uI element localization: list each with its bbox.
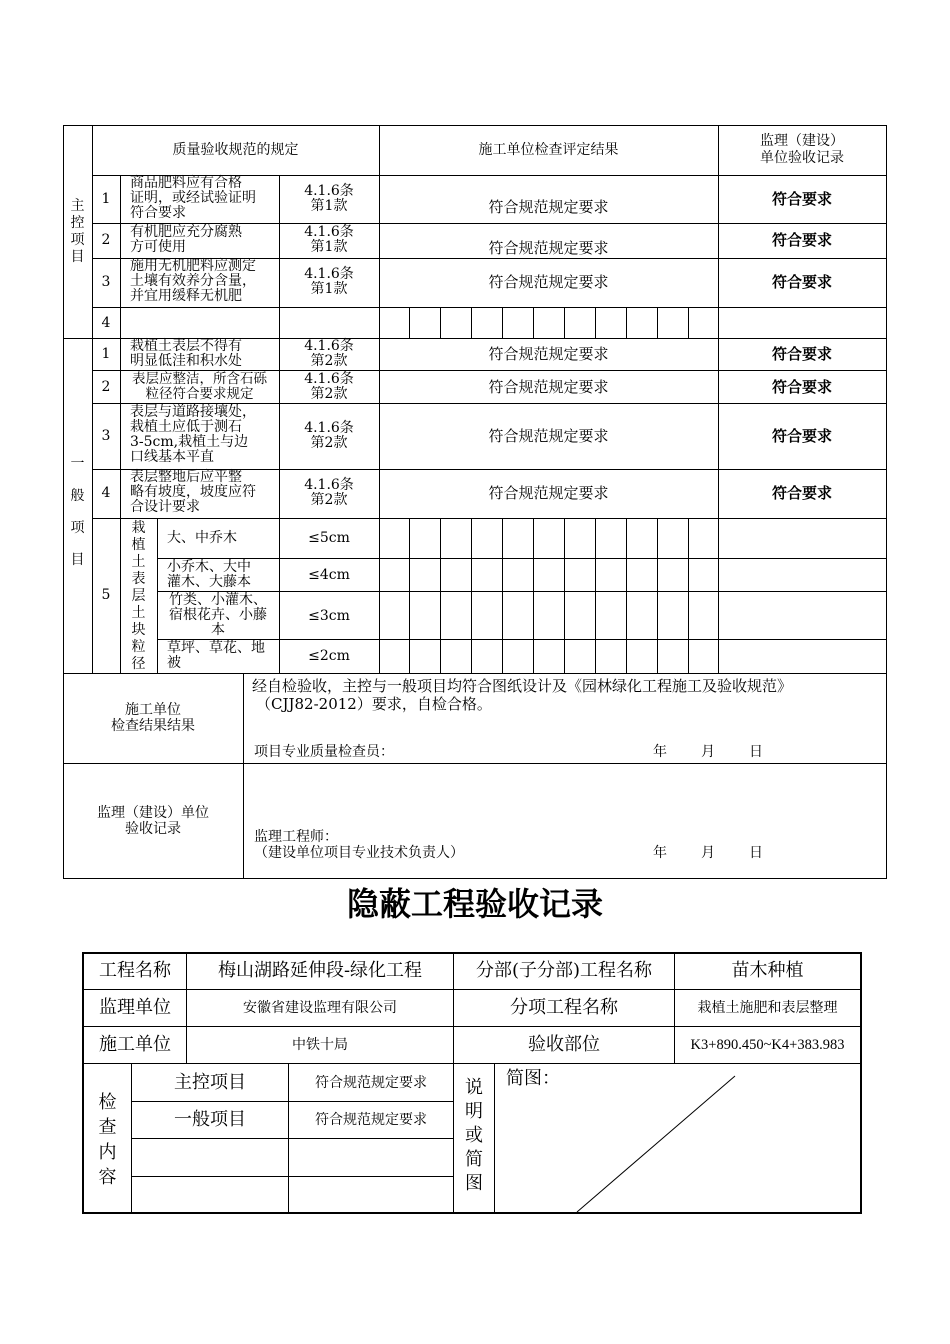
date-month: 月 <box>701 845 715 861</box>
item-no: 2 <box>101 232 111 248</box>
header-contractor-result: 施工单位检查评定结果 <box>478 142 619 158</box>
header-supervisor-line2: 单位验收记录 <box>760 150 844 166</box>
item-supervisor: 符合要求 <box>771 427 832 445</box>
supervisor-unit-value: 安徽省建设监理有限公司 <box>243 1000 397 1016</box>
item5-plant: 草坪、草花、地 被 <box>167 640 265 671</box>
contractor-inspector: 项目专业质量检查员： <box>254 744 394 760</box>
item5-char: 植 <box>131 537 146 553</box>
supervisor-unit-label: 监理单位 <box>99 997 171 1018</box>
date-year: 年 <box>653 845 667 861</box>
item-clause: 4.1.6条 第1款 <box>304 224 354 255</box>
note-char: 或 <box>465 1125 483 1146</box>
item-clause: 4.1.6条 第1款 <box>304 266 354 297</box>
division-value: 苗木种植 <box>731 960 804 981</box>
item5-vertical-label <box>120 520 157 673</box>
note-char: 图 <box>465 1173 483 1194</box>
item-text: 表层整地后应平整 略有坡度，坡度应符 合设计要求 <box>130 469 256 515</box>
item5-limit: ≤5cm <box>308 530 350 546</box>
item5-limit: ≤4cm <box>308 567 350 583</box>
supervisor-engineer: 监理工程师： <box>254 829 338 845</box>
note-char: 简 <box>465 1149 483 1170</box>
item-supervisor: 符合要求 <box>771 190 832 208</box>
main-group-label <box>63 198 92 266</box>
contractor-content-line1: 经自检验收，主控与一般项目均符合图纸设计及《园林绿化工程施工及验收规范》 <box>252 677 793 695</box>
header-spec: 质量验收规范的规定 <box>172 142 299 158</box>
item-text: 表层与道路接壤处， 栽植土应低于测石 3-5cm,栽植土与边 口线基本平直 <box>130 404 256 465</box>
supervisor-section-label1: 监理（建设）单位 <box>97 805 209 821</box>
item5-plant: 小乔木、大中 灌木、大藤本 <box>167 559 251 590</box>
item-no: 3 <box>101 274 111 290</box>
item-text: 有机肥应充分腐熟 方可使用 <box>130 224 242 255</box>
item-no: 1 <box>101 346 111 362</box>
item-no: 5 <box>101 587 111 603</box>
item-result: 符合规范规定要求 <box>488 484 609 502</box>
item-supervisor: 符合要求 <box>771 273 832 291</box>
item5-plant: 大、中乔木 <box>167 530 237 546</box>
item-supervisor: 符合要求 <box>771 231 832 249</box>
item-result: 符合规范规定要求 <box>488 427 609 445</box>
item-clause: 4.1.6条 第2款 <box>304 371 354 402</box>
general-group-char: 目 <box>70 552 85 568</box>
note-char: 说 <box>465 1077 483 1098</box>
sketch-diagonal-line <box>495 1064 860 1212</box>
item5-limit: ≤3cm <box>308 608 350 624</box>
main-group-char: 主 <box>70 198 85 214</box>
contractor-section-label1: 施工单位 <box>125 702 181 718</box>
location-value: K3+890.450~K4+383.983 <box>690 1037 845 1053</box>
item-text: 表层应整洁，所含石砾 粒径符合要求规定 <box>132 371 267 402</box>
contractor-content-line2: （CJJ82-2012）要求，自检合格。 <box>256 695 492 713</box>
date-year: 年 <box>653 744 667 760</box>
supervisor-section-label2: 验收记录 <box>125 821 181 837</box>
general-group-char: 一 <box>70 456 85 472</box>
general-group-char: 项 <box>70 520 85 536</box>
location-label: 验收部位 <box>528 1034 600 1055</box>
project-name-label: 工程名称 <box>99 960 171 981</box>
subitem-label: 分项工程名称 <box>510 997 618 1018</box>
general-item-label: 一般项目 <box>174 1109 246 1130</box>
item5-char: 表 <box>131 571 146 587</box>
item-text: 施用无机肥料应测定 土壤有效养分含量， 并宜用缓释无机肥 <box>130 258 256 304</box>
item-supervisor: 符合要求 <box>771 484 832 502</box>
main-item-result: 符合规范规定要求 <box>315 1075 427 1091</box>
check-content-char: 内 <box>98 1142 117 1163</box>
general-item-result: 符合规范规定要求 <box>315 1112 427 1128</box>
item5-char: 栽 <box>131 520 146 536</box>
contractor-unit-label: 施工单位 <box>99 1034 171 1055</box>
date-day: 日 <box>749 845 763 861</box>
item5-plant: 竹类、小灌木、 宿根花卉、小藤 本 <box>169 592 267 638</box>
item5-char: 土 <box>131 605 146 621</box>
item-result: 符合规范规定要求 <box>488 198 609 216</box>
note-label <box>454 1076 494 1196</box>
main-item-label: 主控项目 <box>174 1072 246 1093</box>
date-day: 日 <box>749 744 763 760</box>
item-result: 符合规范规定要求 <box>488 239 609 257</box>
item5-char: 土 <box>131 554 146 570</box>
main-group-char: 项 <box>70 232 85 248</box>
general-group-label <box>63 448 92 576</box>
item-no: 2 <box>101 379 111 395</box>
check-content-label <box>84 1090 131 1190</box>
general-group-char: 般 <box>70 488 85 504</box>
subitem-value: 栽植土施肥和表层整理 <box>697 1000 838 1016</box>
item-result: 符合规范规定要求 <box>488 378 609 396</box>
note-char: 明 <box>465 1101 483 1122</box>
item-clause: 4.1.6条 第1款 <box>304 183 354 214</box>
item-text: 栽植土表层不得有 明显低洼和积水处 <box>130 338 242 369</box>
sketch-label: 简图： <box>506 1068 560 1089</box>
item-no: 4 <box>101 485 111 501</box>
item-result: 符合规范规定要求 <box>488 345 609 363</box>
item5-char: 块 <box>131 622 146 638</box>
item-text: 商品肥料应有合格 证明，或经试验证明 符合要求 <box>130 175 256 221</box>
header-supervisor-line1: 监理（建设） <box>760 133 844 149</box>
main-group-char: 控 <box>70 215 85 231</box>
item-clause: 4.1.6条 第2款 <box>304 338 354 369</box>
item5-char: 径 <box>131 656 146 672</box>
item-result: 符合规范规定要求 <box>488 273 609 291</box>
item-no: 4 <box>101 315 111 331</box>
item5-char: 粒 <box>131 639 146 655</box>
division-label: 分部(子分部)工程名称 <box>475 960 653 981</box>
item-clause: 4.1.6条 第2款 <box>304 420 354 451</box>
contractor-unit-value: 中铁十局 <box>292 1037 348 1053</box>
supervisor-owner-rep: （建设单位项目专业技术负责人） <box>254 845 464 861</box>
check-content-char: 查 <box>98 1117 117 1138</box>
item-no: 1 <box>101 191 111 207</box>
project-name-value: 梅山湖路延伸段-绿化工程 <box>217 960 423 981</box>
item-supervisor: 符合要求 <box>771 378 832 396</box>
item-clause: 4.1.6条 第2款 <box>304 477 354 508</box>
item-no: 3 <box>101 428 111 444</box>
item5-char: 层 <box>131 588 146 604</box>
page-title: 隐蔽工程验收记录 <box>346 885 603 923</box>
date-month: 月 <box>701 744 715 760</box>
check-content-char: 检 <box>98 1092 117 1113</box>
check-content-char: 容 <box>98 1167 117 1188</box>
contractor-section-label2: 检查结果结果 <box>111 718 195 734</box>
item5-limit: ≤2cm <box>308 648 350 664</box>
item-supervisor: 符合要求 <box>771 345 832 363</box>
main-group-char: 目 <box>70 249 85 265</box>
